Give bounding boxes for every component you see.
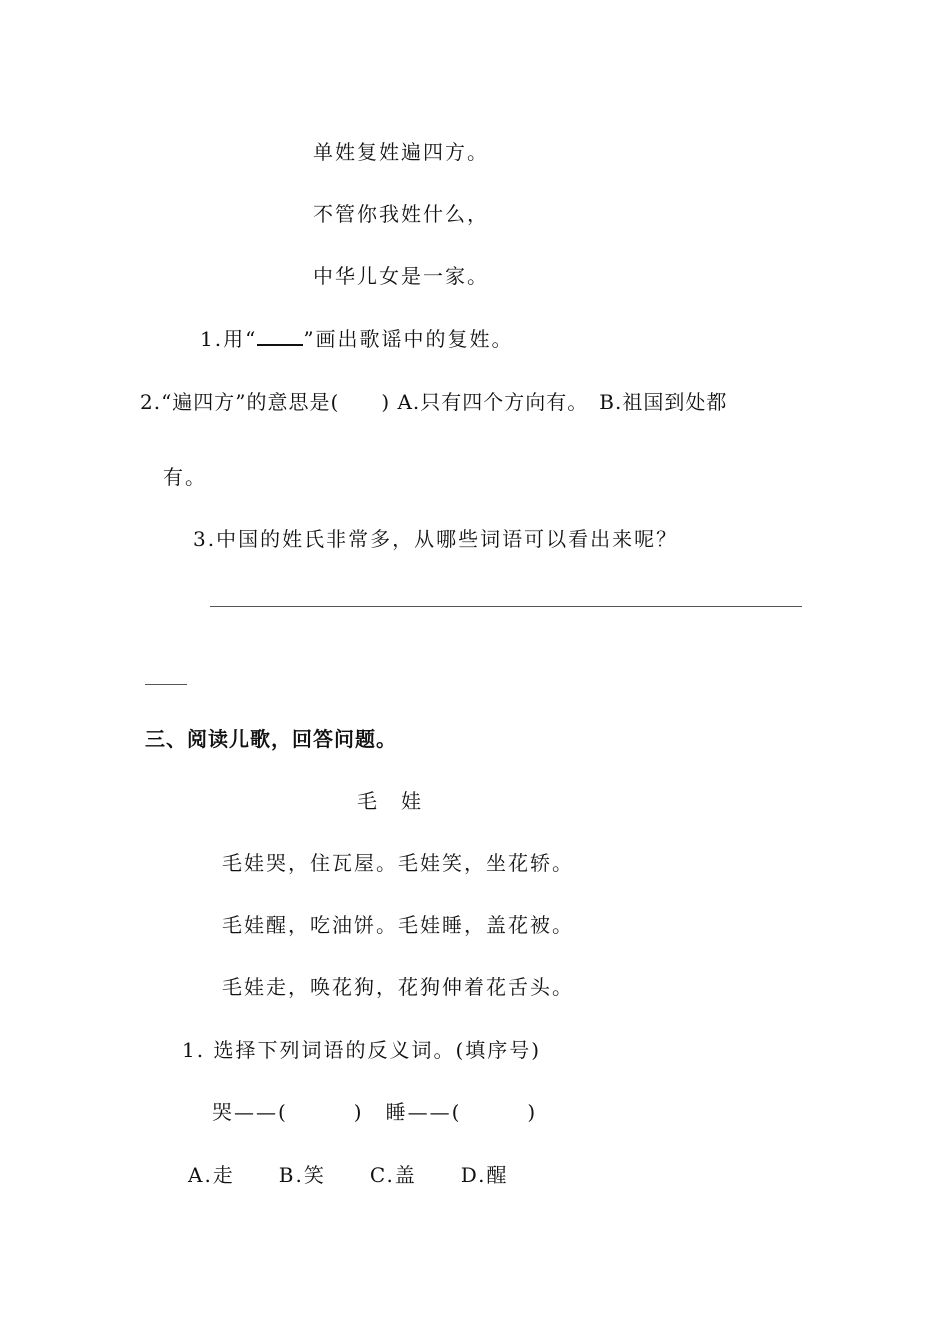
antonym-blanks[interactable]: 哭——( ) 睡——( ) [212, 1100, 538, 1124]
question-2-continuation: 有。 [163, 465, 207, 489]
answer-line[interactable] [210, 606, 802, 607]
song-line-1: 毛娃哭，住瓦屋。毛娃笑，坐花轿。 [222, 851, 574, 875]
poem-line-2: 不管你我姓什么， [313, 202, 489, 226]
poem-line-3: 中华儿女是一家。 [313, 264, 489, 288]
poem-line-1: 单姓复姓遍四方。 [313, 140, 489, 164]
question-3: 3.中国的姓氏非常多，从哪些词语可以看出来呢？ [193, 527, 679, 551]
section-heading: 三、阅读儿歌，回答问题。 [145, 727, 397, 751]
question-2: 2.“遍四方”的意思是( ) A.只有四个方向有。 B.祖国到处都 [140, 390, 728, 414]
underline-sample [257, 326, 303, 346]
question-1-prefix: 1.用“ [200, 327, 258, 351]
song-line-3: 毛娃走，唤花狗，花狗伸着花舌头。 [222, 975, 574, 999]
song-line-2: 毛娃醒，吃油饼。毛娃睡，盖花被。 [222, 913, 574, 937]
poem-title: 毛 娃 [357, 789, 423, 813]
question-1-suffix: ”画出歌谣中的复姓。 [303, 327, 514, 351]
question-1 [200, 325, 514, 353]
antonym-question: 1. 选择下列词语的反义词。(填序号) [182, 1038, 542, 1062]
antonym-options: A.走 B.笑 C.盖 D.醒 [188, 1163, 509, 1187]
answer-line-tail[interactable] [145, 684, 187, 685]
